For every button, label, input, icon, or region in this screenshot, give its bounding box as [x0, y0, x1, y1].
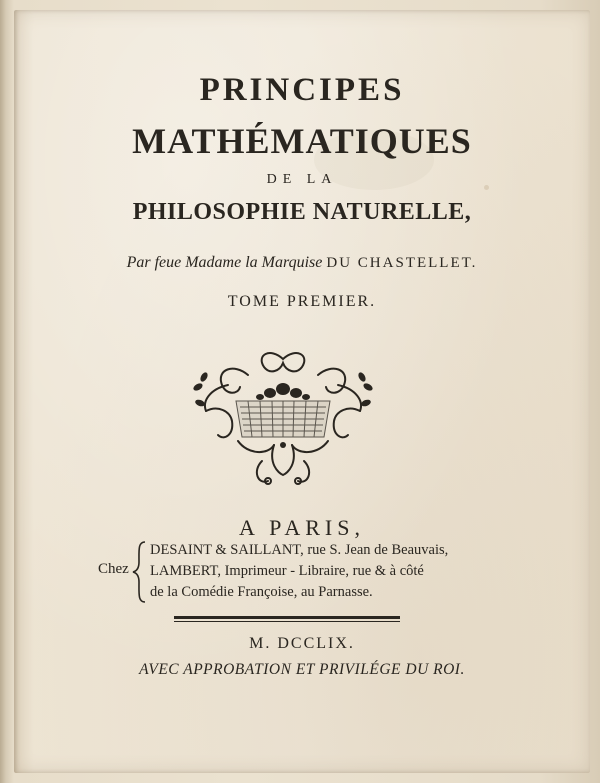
title-line-mathematiques: MATHÉMATIQUES [132, 121, 472, 161]
printer-line: de la Comédie Françoise, au Parnasse. [150, 584, 373, 600]
title-line-de-la: DE LA [266, 172, 338, 187]
double-rule-thick [174, 616, 400, 619]
approbation-line: AVEC APPROBATION ET PRIVILÉGE DU ROI. [139, 661, 465, 678]
floral-basket-vignette-icon [188, 345, 378, 490]
printer-line: DESAINT & SAILLANT, rue S. Jean de Beauvais, [150, 542, 449, 558]
imprint-chez: Chez [98, 561, 129, 577]
title-line-philosophie: PHILOSOPHIE NATURELLE, [132, 199, 472, 225]
printer-line: LAMBERT, Imprimeur - Libraire, rue & à côté [150, 563, 424, 579]
double-rule-thin [174, 621, 400, 622]
volume-label: TOME PREMIER. [227, 293, 377, 310]
author-name: DU CHASTELLET. [326, 255, 478, 271]
title-page [14, 10, 590, 773]
curly-brace-icon [132, 540, 148, 604]
printer-addresses [150, 540, 448, 603]
author-line [14, 254, 590, 272]
author-prefix: Par feue Madame la Marquise [126, 254, 323, 271]
publication-year: M. DCCLIX. [249, 635, 355, 652]
title-line-principes: PRINCIPES [199, 72, 405, 108]
imprint-place: A PARIS, [238, 515, 365, 540]
